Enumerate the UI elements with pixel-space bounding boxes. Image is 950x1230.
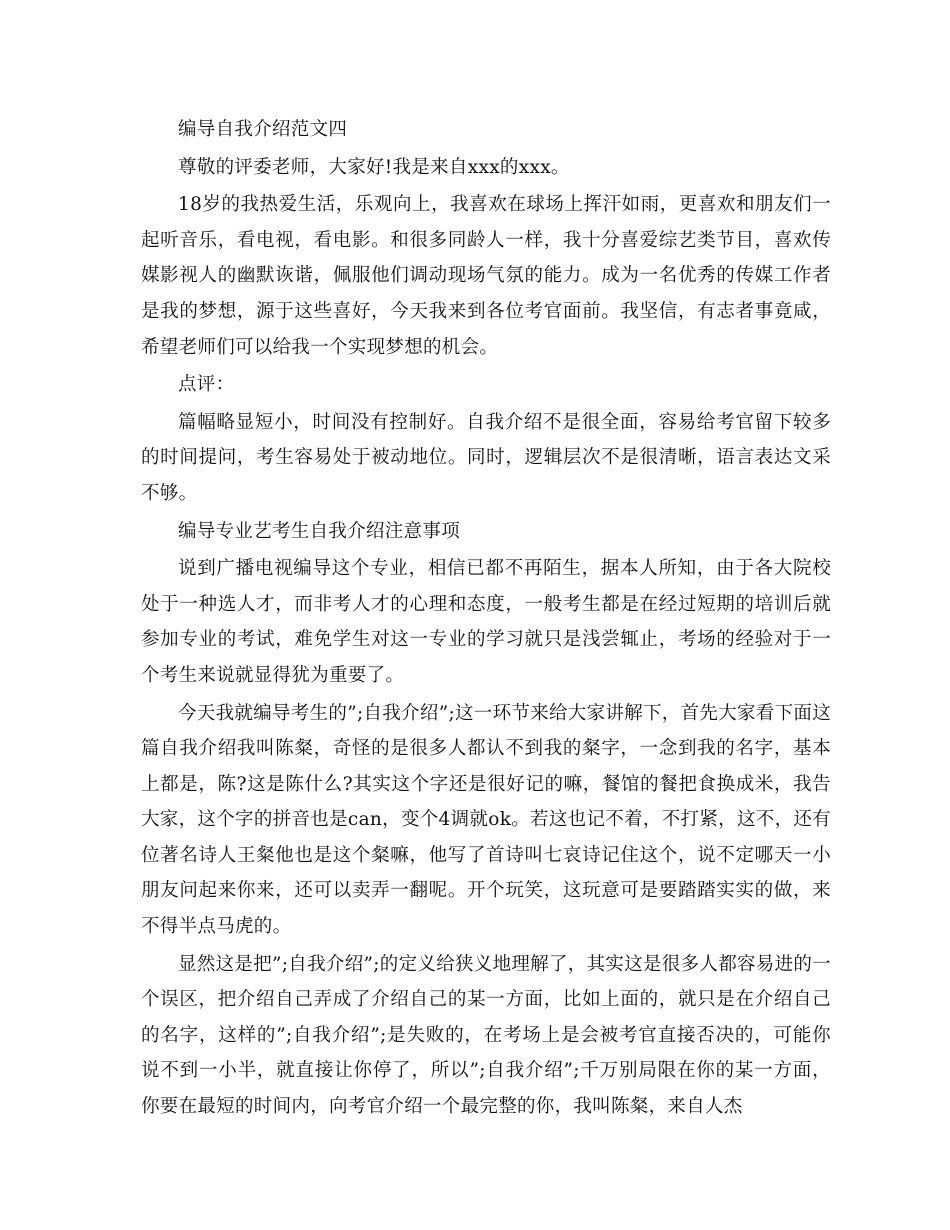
intro-paragraph: 18岁的我热爱生活，乐观向上，我喜欢在球场上挥汗如雨，更喜欢和朋友们一起听音乐，看电视，看电影。和很多同龄人一样，我十分喜爱综艺类节目，喜欢传媒影视人的幽默诙谐，佩服他们调动现场气氛的能力。成为一名优秀的传媒工作者是我的梦想，源于这些喜好，今天我来到各位考官面前。我坚信，有志者事竟咸，希望老师们可以给我一个实现梦想的机会。 bbox=[141, 194, 831, 358]
body-paragraph: 说到广播电视编导这个专业，相信已都不再陌生，据本人所知，由于各大院校处于一种选人才，而非考人才的心理和态度，一般考生都是在经过短期的培训后就参加专业的考试，难免学生对这一专业的学习就只是浅尝辄止，考场的经验对于一个考生来说就显得犹为重要了。 bbox=[141, 558, 831, 686]
comment-heading: 点评： bbox=[178, 374, 235, 396]
section-title: 编导自我介绍范文四 bbox=[178, 119, 348, 140]
body-paragraph: 今天我就编导考生的”;自我介绍”;这一环节来给大家讲解下，首先大家看下面这篇自我介绍我叫陈粲，奇怪的是很多人都认不到我的粲字，一念到我的名字，基本上都是，陈?这是陈什么?其实这个字还是很好记的嘛，餐馆的餐把食换成米，我告大家，这个字的拼音也是can，变个4调就ok。若这也记不着，不打紧，这不，还有位著名诗人王粲他也是这个粲嘛，他写了首诗叫七哀诗记住这个，说不定哪天一小朋友问起来你来，还可以卖弄一翻呢。开个玩笑，这玩意可是要踏踏实实的做，来不得半点马虎的。 bbox=[141, 702, 831, 938]
greeting-paragraph: 尊敬的评委老师，大家好!我是来自xxx的xxx。 bbox=[178, 156, 570, 178]
body-paragraph: 显然这是把”;自我介绍”;的定义给狭义地理解了，其实这是很多人都容易进的一个误区，把介绍自己弄成了介绍自己的某一方面，比如上面的，就只是在介绍自己的名字，这样的”;自我介绍”;是失败的，在考场上是会被考官直接否决的，可能你说不到一小半，就直接让你停了，所以”;自我介绍”;千万别局限在你的某一方面，你要在最短的时间内，向考官介绍一个最完整的你，我叫陈粲，来自人杰 bbox=[141, 953, 831, 1118]
subsection-title: 编导专业艺考生自我介绍注意事项 bbox=[178, 520, 461, 542]
comment-paragraph: 篇幅略显短小，时间没有控制好。自我介绍不是很全面，容易给考官留下较多的时间提问，考生容易处于被动地位。同时，逻辑层次不是很清晰，语言表达文采不够。 bbox=[141, 411, 831, 504]
document-body bbox=[141, 112, 831, 1127]
